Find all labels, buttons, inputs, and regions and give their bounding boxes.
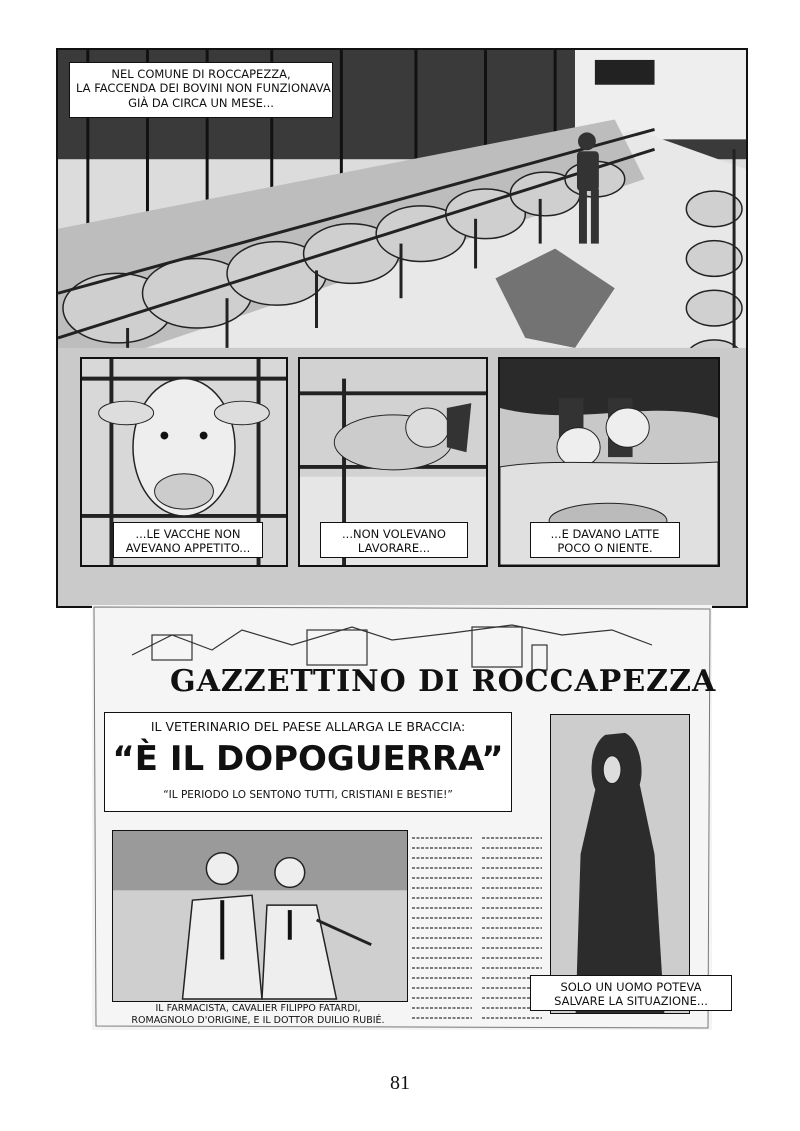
photo-caption — [100, 1003, 416, 1028]
caption-little-milk — [530, 522, 680, 558]
caption-line: SOLO UN UOMO POTEVA — [560, 980, 702, 994]
page-number: 81 — [390, 1072, 410, 1094]
headline-subhead: “IL PERIODO LO SENTONO TUTTI, CRISTIANI E BESTIE!” — [163, 789, 453, 801]
hooded-man-illustration — [551, 715, 689, 1013]
caption-line: AVEVANO APPETITO... — [125, 541, 251, 556]
caption-line: ...LE VACCHE NON — [135, 527, 241, 541]
caption-no-work — [320, 522, 468, 558]
headline-kicker: IL VETERINARIO DEL PAESE ALLARGA LE BRACCIA: — [150, 719, 466, 734]
photo-caption-line: IL FARMACISTA, CAVALIER FILIPPO FATARDI, — [155, 1003, 361, 1014]
photo-caption-line: ROMAGNOLO D'ORIGINE, E IL DOTTOR DUILIO RUBIÉ. — [131, 1015, 385, 1027]
caption-line: LA FACCENDA DEI BOVINI NON FUNZIONAVA — [76, 81, 331, 96]
newspaper-photo — [112, 830, 408, 1002]
two-men-illustration — [113, 831, 407, 1001]
caption-line: ...E DAVANO LATTE — [550, 527, 660, 541]
caption-no-appetite — [113, 522, 263, 558]
hooded-man-photo — [550, 714, 690, 1014]
illegible-text-lines — [410, 832, 545, 1022]
caption-line: POCO O NIENTE. — [557, 541, 653, 556]
caption-line: NEL COMUNE DI ROCCAPEZZA, — [111, 67, 291, 81]
headline-box — [104, 712, 512, 812]
caption-line: LAVORARE... — [357, 541, 431, 556]
caption-line: GIÀ DA CIRCA UN MESE... — [128, 95, 274, 110]
headline: “È IL DOPOGUERRA” — [112, 739, 504, 779]
caption-intro — [69, 62, 333, 118]
newspaper-masthead: GAZZETTINO DI ROCCAPEZZA — [170, 664, 717, 699]
caption-one-man — [530, 975, 732, 1011]
caption-line: SALVARE LA SITUAZIONE... — [554, 994, 708, 1009]
newspaper-text-columns — [410, 832, 545, 1022]
caption-line: ...NON VOLEVANO — [342, 527, 446, 541]
